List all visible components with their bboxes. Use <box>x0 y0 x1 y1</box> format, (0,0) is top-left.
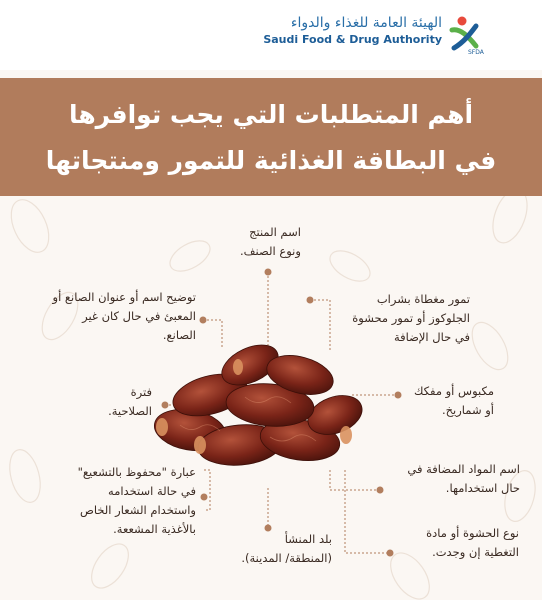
req-pressed <box>404 382 494 420</box>
req-additives-line-2: حال استخدامها. <box>445 481 520 495</box>
req-filling <box>384 524 519 562</box>
req-additives-line-1: اسم المواد المضافة في <box>407 462 520 476</box>
req-filling-line-2: التغطية إن وجدت. <box>432 545 519 559</box>
req-product-name-line-1: اسم المنتج <box>249 225 301 239</box>
req-manufacturer-line-1: توضيح اسم أو عنوان الصانع أو <box>52 290 196 304</box>
req-irradiation-line-1: عبارة "محفوظ بالتشعيع" <box>77 465 196 479</box>
banner-title-line-2: في البطاقة الغذائية للتمور ومنتجاتها <box>45 146 497 175</box>
req-irradiation-line-4: بالأغذية المشععة. <box>113 522 196 536</box>
req-origin-line-2: (المنطقة/ المدينة). <box>241 551 332 565</box>
req-pressed-line-2: أو شماريخ. <box>441 403 494 417</box>
req-irradiation <box>46 463 196 539</box>
req-syrup-coated-line-2: الجلوكوز أو تمور محشوة <box>352 311 470 325</box>
req-manufacturer-line-2: المعبئ في حال كان غير <box>82 309 196 323</box>
req-syrup-coated <box>330 290 470 347</box>
req-product-name <box>240 223 301 261</box>
req-origin-line-1: بلد المنشأ <box>284 532 332 546</box>
req-expiry-line-1: فترة <box>130 385 152 399</box>
dates-pile-illustration <box>150 335 370 475</box>
org-name-en: Saudi Food & Drug Authority <box>263 33 442 46</box>
req-syrup-coated-line-1: تمور مغطاة بشراب <box>376 292 470 306</box>
req-manufacturer <box>46 288 196 345</box>
req-filling-line-1: نوع الحشوة أو مادة <box>426 526 519 540</box>
req-product-name-line-2: ونوع الصنف. <box>240 244 301 258</box>
req-pressed-line-1: مكبوس أو مفكك <box>413 384 494 398</box>
banner-title-line-1: أهم المتطلبات التي يجب توافرها <box>68 100 474 129</box>
req-additives <box>380 460 520 498</box>
req-irradiation-line-2: في حالة استخدامه <box>108 484 196 498</box>
org-name-ar: الهيئة العامة للغذاء والدواء <box>290 15 442 31</box>
req-expiry <box>62 383 152 421</box>
req-origin <box>222 530 332 568</box>
req-expiry-line-2: الصلاحية. <box>108 404 152 418</box>
logo-badge: SFDA <box>468 49 484 56</box>
req-manufacturer-line-3: الصانع. <box>162 328 196 342</box>
req-irradiation-line-3: واستخدام الشعار الخاص <box>79 503 196 517</box>
req-syrup-coated-line-3: في حال الإضافة <box>393 330 470 344</box>
